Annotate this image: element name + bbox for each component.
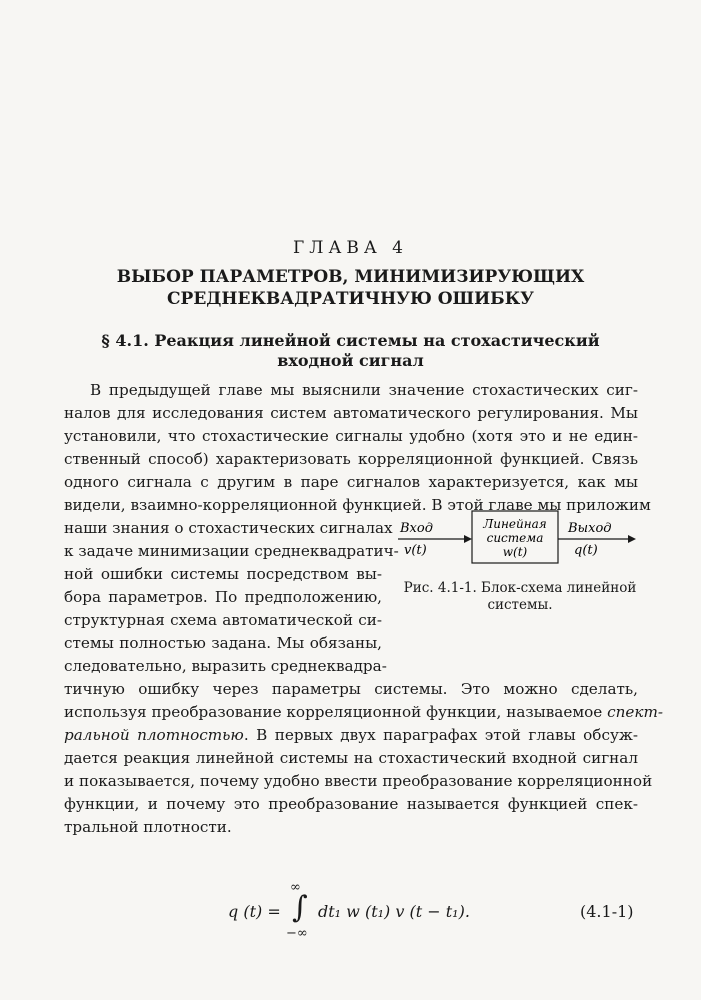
text-line: В предыдущей главе мы выяснили значение стохастических сиг- — [90, 381, 638, 399]
italic-term: спект- — [607, 703, 664, 721]
text-span: используя преобразование корреляционной функции, называемое — [64, 703, 608, 721]
formula-lhs: q (t) = — [228, 902, 281, 921]
input-label: Вход — [400, 521, 433, 536]
text-line: бора параметров. По предположению, — [64, 588, 382, 606]
text-line: к задаче минимизации среднеквадратич- — [64, 542, 399, 560]
section-heading — [0, 331, 701, 371]
text-line — [64, 726, 638, 744]
section-heading-line1: § 4.1. Реакция линейной системы на стохастический — [101, 331, 600, 350]
text-line: ственный способ) характеризовать корреляционной функцией. Связь — [64, 450, 638, 468]
chapter-title — [0, 266, 701, 310]
output-label: Выход — [568, 521, 612, 536]
text-line: дается реакция линейной системы на стохастический входной сигнал — [64, 749, 638, 767]
text-line: следовательно, выразить среднеквадра- — [64, 657, 387, 675]
input-arrowhead — [464, 535, 472, 543]
block-diagram — [398, 508, 638, 568]
integral-sign: ∫ — [292, 890, 308, 925]
input-signal: v(t) — [404, 543, 427, 558]
block-line1: Линейная — [483, 517, 547, 531]
figure-caption — [402, 580, 638, 614]
text-line: структурная схема автоматической си- — [64, 611, 382, 629]
chapter-title-line2: СРЕДНЕКВАДРАТИЧНУЮ ОШИБКУ — [167, 289, 534, 309]
output-signal: q(t) — [574, 543, 598, 558]
text-line: видели, взаимно-корреляционной функцией. В этой главе мы приложим — [64, 496, 651, 514]
section-heading-line2: входной сигнал — [277, 351, 424, 370]
output-arrowhead — [628, 535, 636, 543]
text-span: . В первых двух параграфах этой главы обсуж- — [243, 726, 638, 744]
chapter-heading: ГЛАВА 4 — [293, 238, 408, 258]
text-line: одного сигнала с другим в паре сигналов характеризуется, как мы — [64, 473, 638, 491]
text-line: стемы полностью задана. Мы обязаны, — [64, 634, 382, 652]
text-line: тичную ошибку через параметры системы. Это можно сделать, — [64, 680, 638, 698]
text-line: ной ошибки системы посредством вы- — [64, 565, 382, 583]
caption-line1: Рис. 4.1-1. Блок-схема линейной — [403, 580, 637, 596]
text-line — [64, 703, 664, 721]
text-line: наши знания о стохастических сигналах — [64, 519, 393, 537]
integral-lower-limit: −∞ — [286, 926, 308, 941]
block-line3: w(t) — [502, 545, 528, 559]
block-line2: система — [486, 531, 544, 545]
integral-upper-limit: ∞ — [290, 880, 301, 895]
text-line: тральной плотности. — [64, 818, 232, 836]
italic-term: ральной плотностью — [64, 726, 244, 744]
formula-body: dt₁ w (t₁) v (t − t₁). — [318, 902, 470, 921]
equation-number: (4.1-1) — [580, 902, 634, 921]
text-line: налов для исследования систем автоматического регулирования. Мы — [64, 404, 638, 422]
chapter-title-line1: ВЫБОР ПАРАМЕТРОВ, МИНИМИЗИРУЮЩИХ — [116, 267, 585, 287]
text-line: функции, и почему это преобразование называется функцией спек- — [64, 795, 638, 813]
text-line: установили, что стохастические сигналы удобно (хотя это и не един- — [64, 427, 638, 445]
text-line: и показывается, почему удобно ввести преобразование корреляционной — [64, 772, 653, 790]
equation-4-1-1 — [228, 882, 638, 942]
caption-line2: системы. — [487, 597, 553, 613]
